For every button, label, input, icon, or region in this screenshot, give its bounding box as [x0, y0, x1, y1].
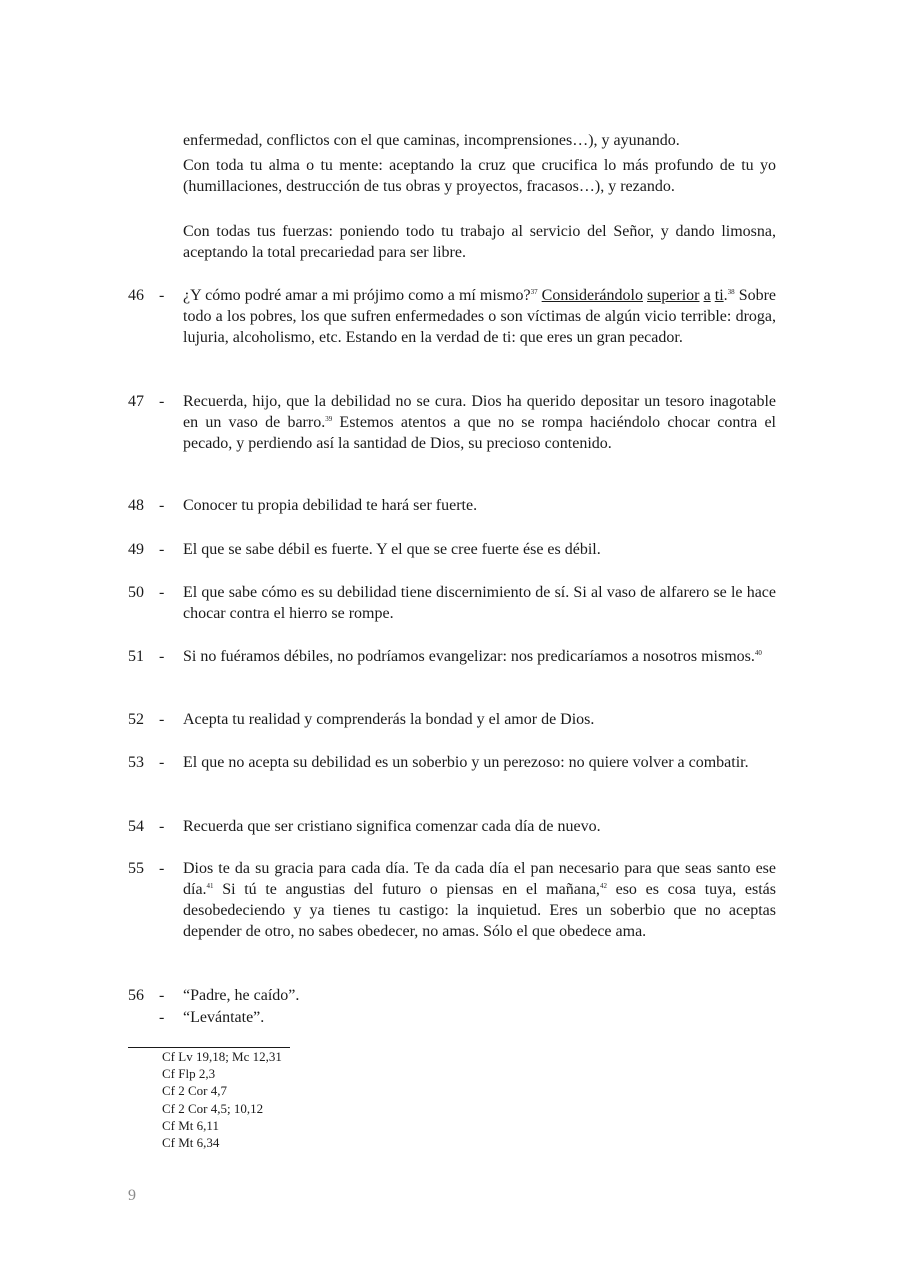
underlined-word: superior: [647, 287, 700, 304]
item-dash: -: [159, 541, 165, 558]
item-text-54: Recuerda que ser cristiano significa comenzar cada día de nuevo.: [183, 818, 601, 835]
item-number: 54: [128, 818, 144, 835]
item-text-48: Conocer tu propia debilidad te hará ser fuerte.: [183, 497, 478, 514]
item-text-56-reply: “Levántate”.: [183, 1009, 265, 1026]
item-text-part: Si tú te angustias del futuro o piensas en el mañana,: [213, 881, 600, 898]
footnote: Cf 2 Cor 4,7: [162, 1083, 227, 1098]
underlined-word: ti: [714, 287, 724, 304]
item-dash: -: [159, 860, 165, 877]
footnote: Cf Flp 2,3: [162, 1066, 216, 1081]
item-text-part: Estemos atentos a que no se rompa haciéndolo chocar contra el pecado, y perdiendo así la santidad de Dios, su precioso contenido.: [183, 414, 776, 452]
item-dash: -: [159, 987, 165, 1004]
item-dash: -: [159, 648, 165, 665]
item-number: 50: [128, 584, 144, 601]
item-text-50: El que sabe cómo es su debilidad tiene discernimiento de sí. Si al vaso de alfarero se le hace chocar contra el hierro se rompe.: [183, 584, 776, 622]
footnote-ref: 38: [727, 288, 735, 296]
footnote-ref: 40: [754, 649, 762, 657]
page-number: 9: [128, 1187, 136, 1204]
intro-line: enfermedad, conflictos con el que caminas, incomprensiones…), y ayunando.: [183, 132, 680, 149]
item-text-part: Si no fuéramos débiles, no podríamos evangelizar: nos predicaríamos a nosotros mismos.: [183, 648, 755, 665]
item-dash: -: [159, 711, 165, 728]
item-number: 49: [128, 541, 144, 558]
item-text-52: Acepta tu realidad y comprenderás la bondad y el amor de Dios.: [183, 711, 595, 728]
underlined-word: a: [703, 287, 711, 304]
item-text-part: Recuerda, hijo, que la debilidad no se cura. Dios ha querido depositar un tesoro inagotable en un vaso de barro.: [183, 393, 776, 431]
item-number: 46: [128, 287, 144, 304]
item-text-53: El que no acepta su debilidad es un soberbio y un perezoso: no quiere volver a combatir.: [183, 754, 749, 771]
item-dash: -: [159, 393, 165, 410]
item-number: 56: [128, 987, 144, 1004]
item-dash: -: [159, 497, 165, 514]
item-dash: -: [159, 818, 165, 835]
item-number: 47: [128, 393, 144, 410]
item-text-part: ¿Y cómo podré amar a mi prójimo como a mí mismo?: [183, 287, 531, 304]
item-number: 52: [128, 711, 144, 728]
intro-paragraph-strength: Con todas tus fuerzas: poniendo todo tu trabajo al servicio del Señor, y dando limosna, aceptando la total precariedad para ser libre.: [183, 223, 776, 261]
punctuation: .: [723, 287, 728, 304]
item-text-56: “Padre, he caído”.: [183, 987, 300, 1004]
footnote: Cf 2 Cor 4,5; 10,12: [162, 1101, 264, 1116]
footnote-ref: 37: [530, 288, 538, 296]
item-dash: -: [159, 584, 165, 601]
item-number: 51: [128, 648, 144, 665]
item-number: 48: [128, 497, 144, 514]
item-number: 55: [128, 860, 144, 877]
item-dash: -: [159, 754, 165, 771]
footnote: Cf Lv 19,18; Mc 12,31: [162, 1049, 282, 1064]
item-text-part: Sobre todo a los pobres, los que sufren enfermedades o son víctimas de algún vicio terrible: droga, lujuria, alcoholismo, etc. Estando en la verdad de ti: que eres un gran pecador.: [183, 287, 777, 346]
footnote-ref: 42: [599, 882, 607, 890]
item-text-46: [183, 285, 776, 348]
underlined-word: Considerándolo: [541, 287, 643, 304]
intro-paragraph-soul: Con toda tu alma o tu mente: aceptando la cruz que crucifica lo más profundo de tu yo (humillaciones, destrucción de tus obras y proyectos, fracasos…), y rezando.: [183, 157, 776, 195]
footnote: Cf Mt 6,11: [162, 1118, 219, 1133]
footnote-ref: 39: [325, 415, 333, 423]
item-text-part: eso es cosa tuya, estás desobedeciendo y ya tienes tu castigo: la inquietud. Eres un soberbio que no aceptas depender de otro, no sabes obedecer, no amas. Sólo el que obedece ama.: [183, 881, 777, 940]
item-text-47: [183, 391, 776, 454]
item-text-51: [183, 646, 776, 667]
item-dash: -: [159, 287, 165, 304]
footnote: Cf Mt 6,34: [162, 1135, 220, 1150]
item-text-49: El que se sabe débil es fuerte. Y el que se cree fuerte ése es débil.: [183, 541, 601, 558]
footnote-ref: 41: [206, 882, 214, 890]
item-text-part: Dios te da su gracia para cada día. Te da cada día el pan necesario para que seas santo ese día.: [183, 860, 776, 898]
item-number: 53: [128, 754, 144, 771]
item-text-55: [183, 858, 776, 942]
item-dash: -: [159, 1009, 165, 1026]
